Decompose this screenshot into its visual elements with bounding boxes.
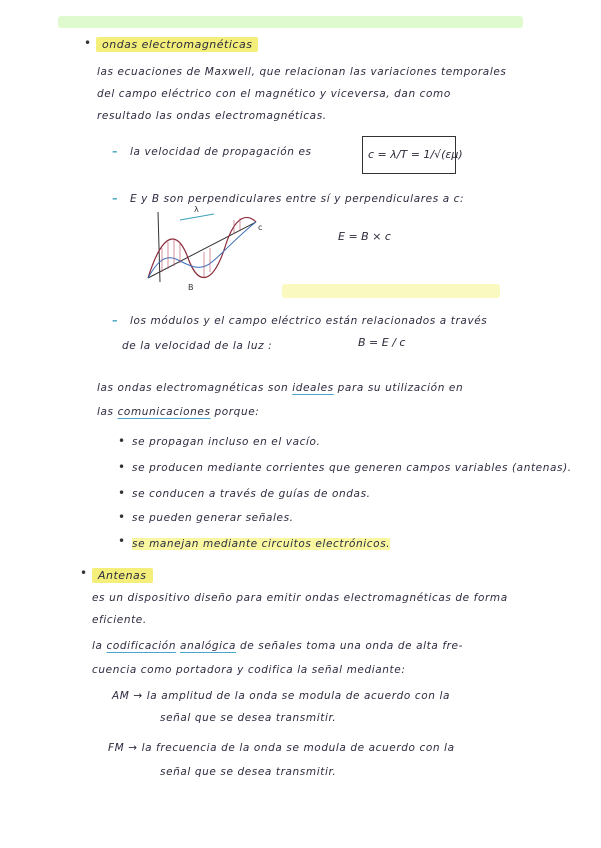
codification-line-1: la codificación analógica de señales toma una onda de alta fre- [92, 640, 464, 652]
am-line-2: señal que se desea transmitir. [160, 712, 337, 724]
reason-item: se conducen a través de guías de ondas. [132, 488, 371, 500]
diagram-label-b: B [188, 283, 194, 292]
perpendicular-text: E y B son perpendiculares entre sí y perpendiculares a c: [130, 193, 465, 205]
svg-text:λ: λ [194, 205, 199, 214]
reason-item: se producen mediante corrientes que generen campos variables (antenas). [132, 462, 572, 474]
reason-item: se manejan mediante circuitos electrónicos. [132, 538, 391, 550]
antena-def-2: eficiente. [92, 614, 147, 626]
section-bullet: • [80, 566, 88, 580]
ideal-line-1: las ondas electromagnéticas son ideales para su utilización en [97, 382, 464, 394]
list-bullet: • [118, 534, 126, 548]
reason-item: se propagan incluso en el vacío. [132, 436, 321, 448]
list-bullet: • [118, 460, 126, 474]
section-bullet: • [84, 36, 92, 50]
dash-bullet: – [112, 314, 118, 327]
codification-line-2: cuencia como portadora y codifica la señal mediante: [92, 664, 406, 676]
modules-text-2: de la velocidad de la luz : [122, 340, 273, 352]
list-bullet: • [118, 486, 126, 500]
heading-ondas-electromagneticas: ondas electromagnéticas [96, 37, 258, 52]
diagram-label-c: c [258, 223, 263, 232]
list-bullet: • [118, 434, 126, 448]
velocity-text: la velocidad de propagación es [130, 146, 312, 158]
intro-line-3: resultado las ondas electromagnéticas. [97, 110, 327, 122]
list-bullet: • [118, 510, 126, 524]
fm-line-1: FM → la frecuencia de la onda se modula de acuerdo con la [108, 742, 455, 754]
intro-line-1: las ecuaciones de Maxwell, que relacionan las variaciones temporales [97, 66, 507, 78]
formula-cross: E = B × c [338, 230, 391, 243]
top-highlight-strip [58, 16, 523, 28]
ideal-line-2: las comunicaciones porque: [97, 406, 260, 418]
wave-diagram [138, 200, 266, 292]
am-line-1: AM → la amplitud de la onda se modula de acuerdo con la [112, 690, 451, 702]
antena-def-1: es un dispositivo diseño para emitir ondas electromagnéticas de forma [92, 592, 508, 604]
dash-bullet: – [112, 192, 118, 205]
modules-text-1: los módulos y el campo eléctrico están relacionados a través [130, 315, 488, 327]
formula-c: c = λ/T = 1/√(εμ) [368, 148, 463, 161]
heading-antenas: Antenas [92, 568, 153, 583]
intro-line-2: del campo eléctrico con el magnético y viceversa, dan como [97, 88, 451, 100]
fm-line-2: señal que se desea transmitir. [160, 766, 337, 778]
dash-bullet: – [112, 145, 118, 158]
formula-ratio: B = E / c [358, 336, 406, 349]
mid-highlight-strip [282, 284, 500, 298]
reason-item: se pueden generar señales. [132, 512, 294, 524]
